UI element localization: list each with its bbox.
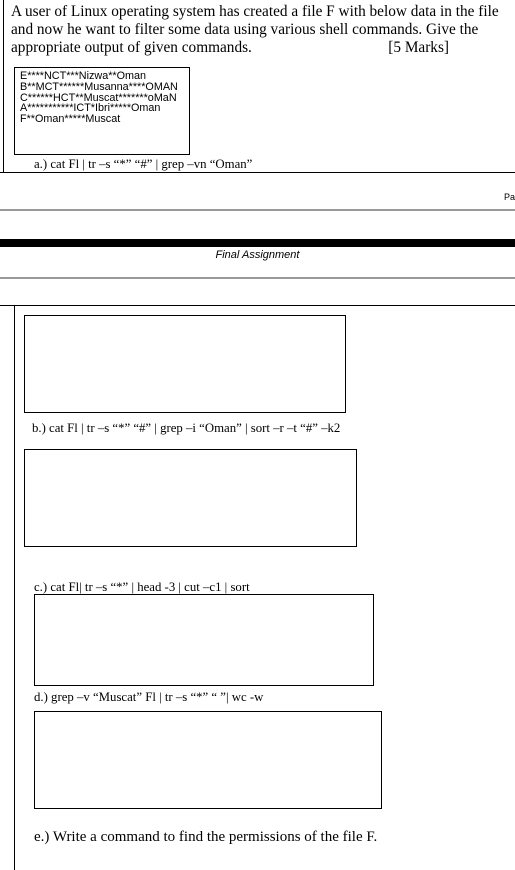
left-border-top bbox=[3, 0, 4, 172]
question-line-1: A user of Linux operating system has created a file F with below data in the file bbox=[11, 3, 499, 20]
marks-label: [5 Marks] bbox=[388, 39, 449, 56]
answer-box-b[interactable] bbox=[24, 449, 357, 547]
file-data-box bbox=[14, 67, 190, 155]
divider bbox=[0, 172, 515, 173]
command-c: c.) cat Fl| tr –s “*” | head -3 | cut –c1 | sort bbox=[34, 580, 250, 594]
command-e: e.) Write a command to find the permissions of the file F. bbox=[34, 829, 378, 845]
file-data-line: C******HCT**Muscat*******oMaN bbox=[20, 91, 177, 104]
file-data-line: B**MCT******Musanna****OMAN bbox=[20, 80, 178, 93]
question-line-2: and now he want to filter some data using various shell commands. Give the bbox=[11, 21, 479, 38]
left-border-bottom bbox=[14, 305, 15, 870]
page-footer-text: Pa bbox=[503, 192, 515, 202]
file-data-line: A***********ICT*Ibri*****Oman bbox=[20, 102, 161, 115]
page-break-bar bbox=[0, 239, 515, 247]
command-a: a.) cat Fl | tr –s “*” “#” | grep –vn “Oman” bbox=[34, 157, 253, 171]
answer-box-d[interactable] bbox=[34, 711, 382, 809]
question-line-3: appropriate output of given commands. bbox=[11, 39, 252, 56]
file-data-line: F**Oman*****Muscat bbox=[20, 113, 121, 126]
footer-rule bbox=[0, 209, 515, 211]
file-data-line: E****NCT***Nizwa**Oman bbox=[20, 70, 147, 82]
command-b: b.) cat Fl | tr –s “*” “#” | grep –i “Oman” | sort –r –t “#” –k2 bbox=[32, 421, 341, 435]
section-top-border bbox=[0, 305, 515, 306]
answer-box-c[interactable] bbox=[34, 594, 374, 686]
page-header-title: Final Assignment bbox=[215, 249, 300, 261]
question-intro bbox=[11, 3, 511, 57]
header-rule bbox=[0, 277, 515, 279]
answer-box-a[interactable] bbox=[24, 315, 346, 413]
command-d: d.) grep –v “Muscat” Fl | tr –s “*” “ ”| wc -w bbox=[34, 690, 264, 704]
